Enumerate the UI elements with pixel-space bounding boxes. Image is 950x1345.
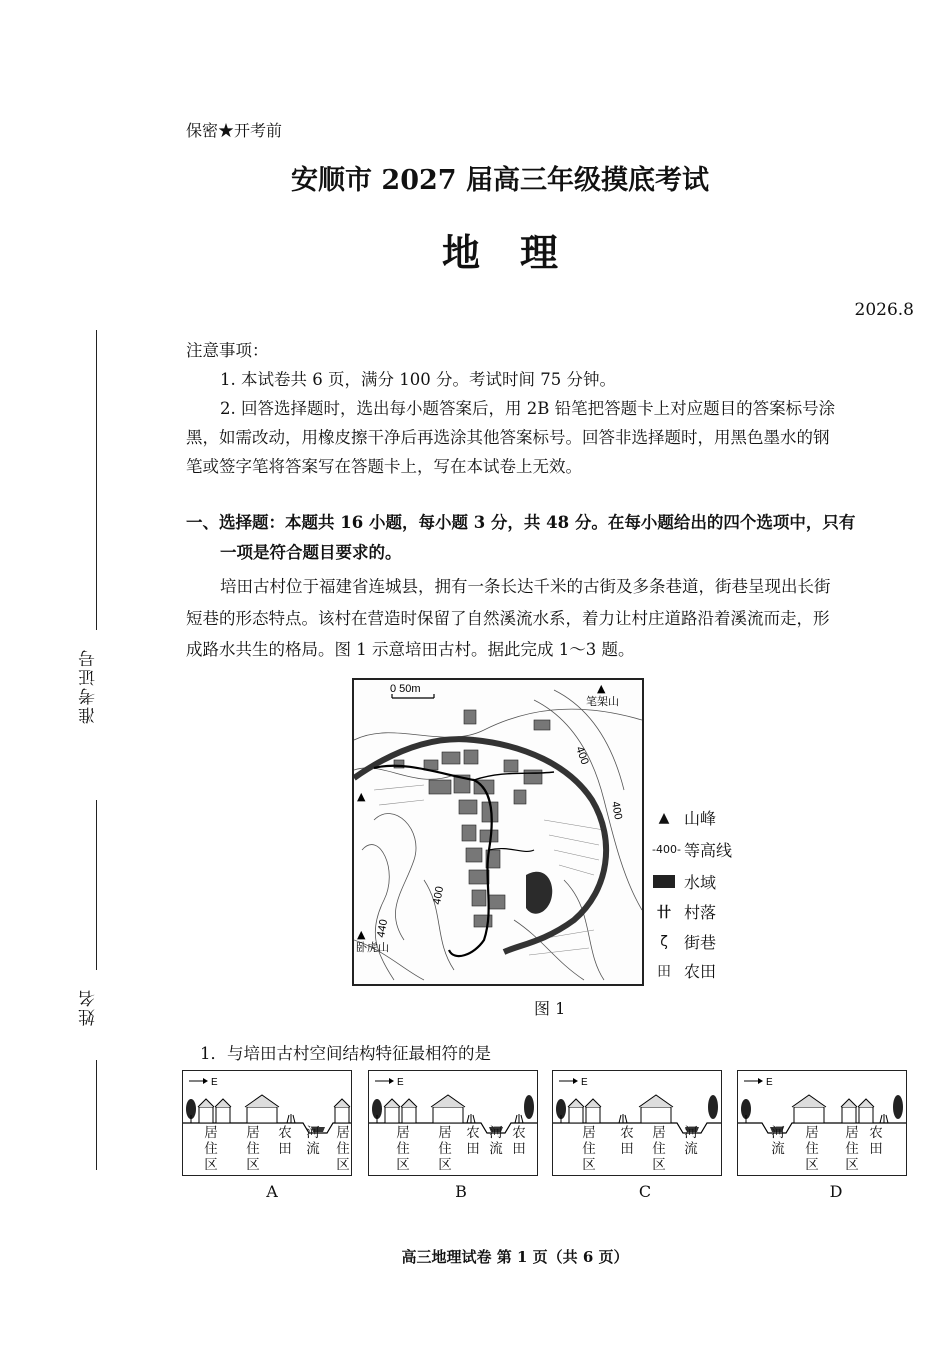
peak-west-icon: ▲ [357,790,366,803]
option-d-zone-3: 居住区 [845,1125,859,1173]
svg-text:▲: ▲ [357,928,366,941]
binding-line-middle [96,800,97,970]
farmland-icon: 田 [657,963,671,980]
compass-east-label: E [581,1077,588,1088]
exam-title: 安顺市 2027 届高三年级摸底考试 [291,165,709,196]
legend-village-label: 村落 [684,903,717,922]
option-d-button[interactable]: D [829,1182,843,1201]
peak-north [586,682,619,708]
notice-heading: 注意事项： [186,341,269,360]
option-d-scene [738,1071,906,1175]
contour-label-400-a: 400 [573,744,591,767]
option-a-button[interactable]: A [266,1182,278,1201]
option-d-zone-1: 河流 [771,1125,785,1157]
option-a-zone-1: 居住区 [204,1125,218,1173]
peak-north-label: 笔架山 [586,695,619,708]
subject-title: 地理 [441,230,598,275]
option-a-zone-4: 河流 [306,1125,320,1157]
map-drawing [354,680,642,984]
option-c-button[interactable]: C [638,1182,652,1201]
legend-peak [652,806,716,829]
legend-farmland-label: 农田 [684,962,717,981]
option-a-diagram [182,1070,352,1176]
option-c-zone-3: 居住区 [652,1125,666,1173]
option-b-zone-4: 河流 [489,1125,503,1157]
option-b-zone-5: 农田 [512,1125,526,1157]
compass-east-label: E [397,1077,404,1088]
binding-line-bottom [96,1060,97,1170]
street-icon: ζ [660,933,668,950]
confidential-notice: 保密★开考前 [186,121,283,140]
passage-line-1: 培田古村位于福建省连城县，拥有一条长达千米的古街及多条巷道，街巷呈现出长街 [220,577,831,596]
pond [526,872,552,914]
option-b-zone-3: 农田 [466,1125,480,1157]
contour-label-400-b: 400 [609,800,625,821]
notice-item-2-line-2: 黑，如需改动，用橡皮擦干净后再选涂其他答案标号。回答非选择题时，用黑色墨水的钢 [186,428,830,447]
option-a-zone-2: 居住区 [246,1125,260,1173]
peak-icon: ▲ [658,809,670,826]
legend-village [652,900,716,923]
exam-date: 2026.8 [854,300,914,320]
figure-caption: 图 1 [534,999,566,1018]
option-a-zone-5: 居住区 [336,1125,350,1173]
option-c-zone-4: 河流 [684,1125,698,1157]
svg-text:▲: ▲ [597,682,606,695]
peak-south-label: 卧虎山 [356,941,389,954]
name-label: 姓名 [79,988,99,1026]
question-1-stem: 1．与培田古村空间结构特征最相符的是 [200,1044,491,1063]
option-b-diagram [368,1070,538,1176]
notice-item-2-line-3: 笔或签字笔将答案写在答题卡上，写在本试卷上无效。 [186,457,582,476]
section-heading-line-2: 一项是符合题目要求的。 [220,543,402,562]
legend-water-label: 水域 [684,873,717,892]
scale-label: 0 50m [390,683,421,695]
option-b-button[interactable]: B [455,1182,467,1201]
option-c-scene [553,1071,721,1175]
compass-east-label: E [211,1077,218,1088]
village-icon: 卄 [657,904,671,921]
binding-line-top [96,330,97,630]
contour-label-400-c: 400 [431,885,447,906]
option-c-diagram [552,1070,722,1176]
legend-water [652,870,716,893]
option-b-zone-2: 居住区 [438,1125,452,1173]
option-a-zone-3: 农田 [278,1125,292,1157]
passage-line-2: 短巷的形态特点。该村在营造时保留了自然溪流水系，着力让村庄道路沿着溪流而走，形 [186,609,830,628]
legend-peak-label: 山峰 [684,809,717,828]
legend-street-label: 街巷 [684,933,717,952]
water-icon [652,874,676,890]
legend-farmland [652,959,716,982]
legend-contour [652,838,732,861]
option-d-diagram [737,1070,907,1176]
option-d-zone-4: 农田 [869,1125,883,1157]
notice-item-2-line-1: 2. 回答选择题时，选出每小题答案后，用 2B 铅笔把答题卡上对应题目的答案标号涂 [220,399,836,418]
village-map [352,678,644,986]
contour-icon: -400- [652,843,681,856]
option-c-zone-2: 农田 [620,1125,634,1157]
option-c-zone-1: 居住区 [582,1125,596,1173]
notice-item-1: 1. 本试卷共 6 页，满分 100 分。考试时间 75 分钟。 [220,370,616,389]
passage-line-3: 成路水共生的格局。图 1 示意培田古村。据此完成 1～3 题。 [186,640,635,659]
legend-contour-label: 等高线 [684,841,733,860]
legend-street [652,930,716,953]
page-footer: 高三地理试卷 第 1 页（共 6 页） [401,1248,629,1266]
section-heading-line-1: 一、选择题：本题共 16 小题，每小题 3 分，共 48 分。在每小题给出的四个选项中，只有 [186,513,856,532]
option-d-zone-2: 居住区 [805,1125,819,1173]
scale-bar [390,683,434,698]
exam-id-label: 准考证号 [79,648,99,724]
compass-east-label: E [766,1077,773,1088]
option-b-zone-1: 居住区 [396,1125,410,1173]
contour-label-440: 440 [375,918,391,939]
